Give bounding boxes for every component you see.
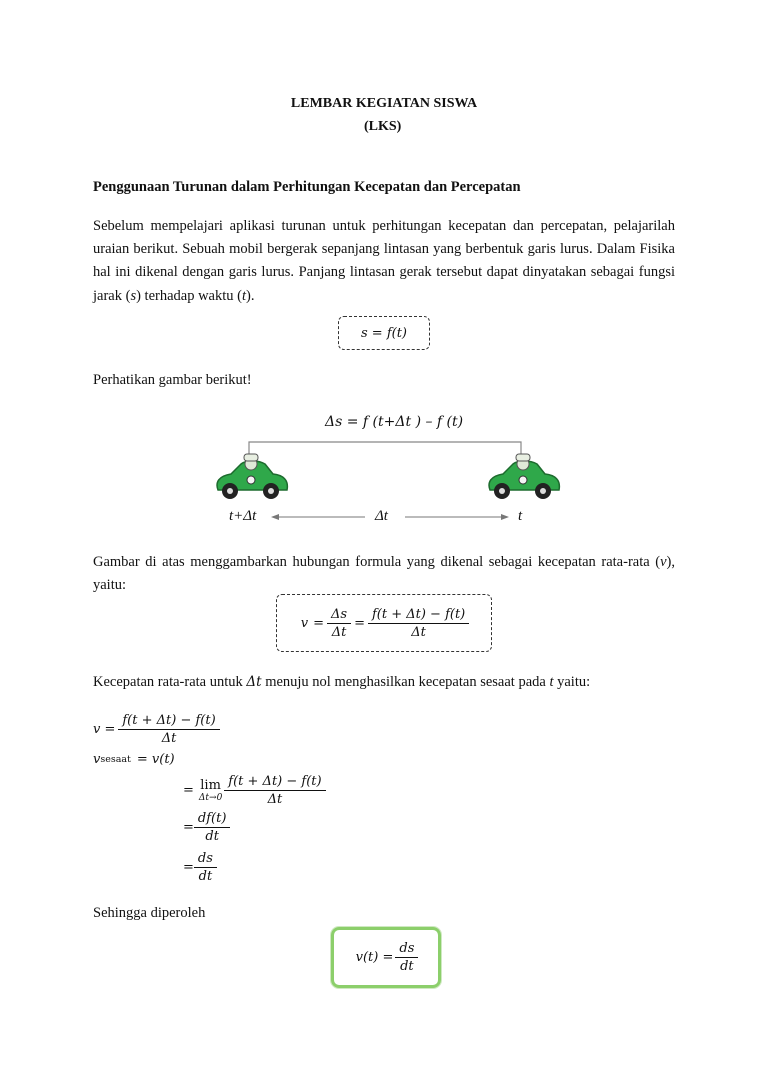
delta-s-bracket (249, 442, 521, 460)
derivation-fraction-5: $\frac{ds}{dt}$ (196, 850, 215, 885)
document-subtitle: (LKS) (364, 119, 402, 134)
final-formula-box (331, 927, 441, 988)
conclusion-prompt: Sehingga diperoleh (93, 905, 206, 921)
difference-quotient-fraction: $\frac{f(t + \Delta t) - f(t)}{\Delta t}$ (370, 606, 467, 641)
delta-t-label: Δt (375, 508, 388, 524)
avg-v: v (300, 615, 309, 631)
section-heading: Penggunaan Turunan dalam Perhitungan Kecepatan dan Percepatan (93, 179, 521, 195)
figure-prompt: Perhatikan gambar berikut! (93, 372, 252, 388)
left-time-label: t+Δt (229, 508, 257, 524)
avg-velocity-paragraph (93, 551, 675, 597)
derivation-line-2: v sesaat = v(t) (93, 752, 175, 767)
right-arrowhead (501, 514, 509, 520)
intro-text-mid: ) terhadap waktu ( (136, 287, 242, 304)
limit-delta-t: Δt (246, 674, 262, 690)
document-title: LEMBAR KEGIATAN SISWA (290, 96, 478, 111)
intro-t-symbol: t (241, 287, 247, 304)
left-car-icon (217, 454, 287, 499)
delta-s-label: Δs = f (t+Δt ) – f (t) (325, 414, 464, 430)
limit-intro-paragraph: Kecepatan rata-rata untuk Δt menuju nol menghasilkan kecepatan sesaat pada t yaitu: (93, 674, 591, 690)
derivation-line-4: = $\frac{df(t)}{dt}$ (183, 810, 228, 845)
document-subtitle-wrapper (0, 119, 768, 135)
derivation-fraction-1: $\frac{f(t + \Delta t) - f(t)}{\Delta t}$ (120, 712, 217, 747)
derivation-line-1: v = $\frac{f(t + \Delta t) - f(t)}{\Delta t}$ (93, 712, 218, 747)
derivation-fraction-4: $\frac{df(t)}{dt}$ (196, 810, 229, 845)
position-formula-box (338, 316, 430, 350)
right-car-icon (489, 454, 559, 499)
derivation-fraction-3: $\frac{f(t + \Delta t) - f(t)}{\Delta t}$ (226, 773, 323, 808)
avg-v-symbol: v (660, 554, 667, 570)
derivation-line-3: = lim Δt→0 $\frac{f(t + \Delta t) - f(t)}{\Delta t}$ (183, 773, 324, 808)
final-formula: v(t) = $\frac{ds}{dt}$ (356, 940, 417, 975)
final-fraction: $\frac{ds}{dt}$ (397, 940, 416, 975)
right-time-label: t (518, 508, 523, 524)
intro-s-symbol: s (130, 287, 137, 304)
derivation-line-5: = $\frac{ds}{dt}$ (183, 850, 215, 885)
limit-operator: lim Δt→0 (198, 777, 223, 803)
avg-velocity-formula-box (276, 594, 492, 652)
avg-text-start: Gambar di atas menggambarkan hubungan formula yang dikenal sebagai kecepatan rata-rata ( (93, 554, 661, 570)
intro-text-end: ). (246, 287, 255, 304)
intro-text-start: Sebelum mempelajari aplikasi turunan untuk perhitungan kecepatan dan percepatan, pelajarilah uraian berikut. Sebuah mobil bergerak sepanjang lintasan yang berbentuk garis lurus. Dalam Fisika hal ini dikenal dengan garis lurus. Panjang lintasan gerak tersebut dapat dinyatakan sebagai fungsi jarak ( (93, 218, 675, 304)
ds-over-dt-fraction: $\frac{\Delta s}{\Delta t}$ (329, 606, 349, 641)
avg-text-end: ), yaitu: (93, 554, 675, 594)
position-formula: s = f(t) (360, 325, 407, 341)
intro-paragraph (93, 215, 675, 308)
left-arrowhead (271, 514, 279, 520)
motion-figure (205, 410, 575, 535)
avg-velocity-formula: v = $\frac{\Delta s}{\Delta t}$ = $\frac{f(t + \Delta t) - f(t)}{\Delta t}$ (301, 606, 468, 641)
